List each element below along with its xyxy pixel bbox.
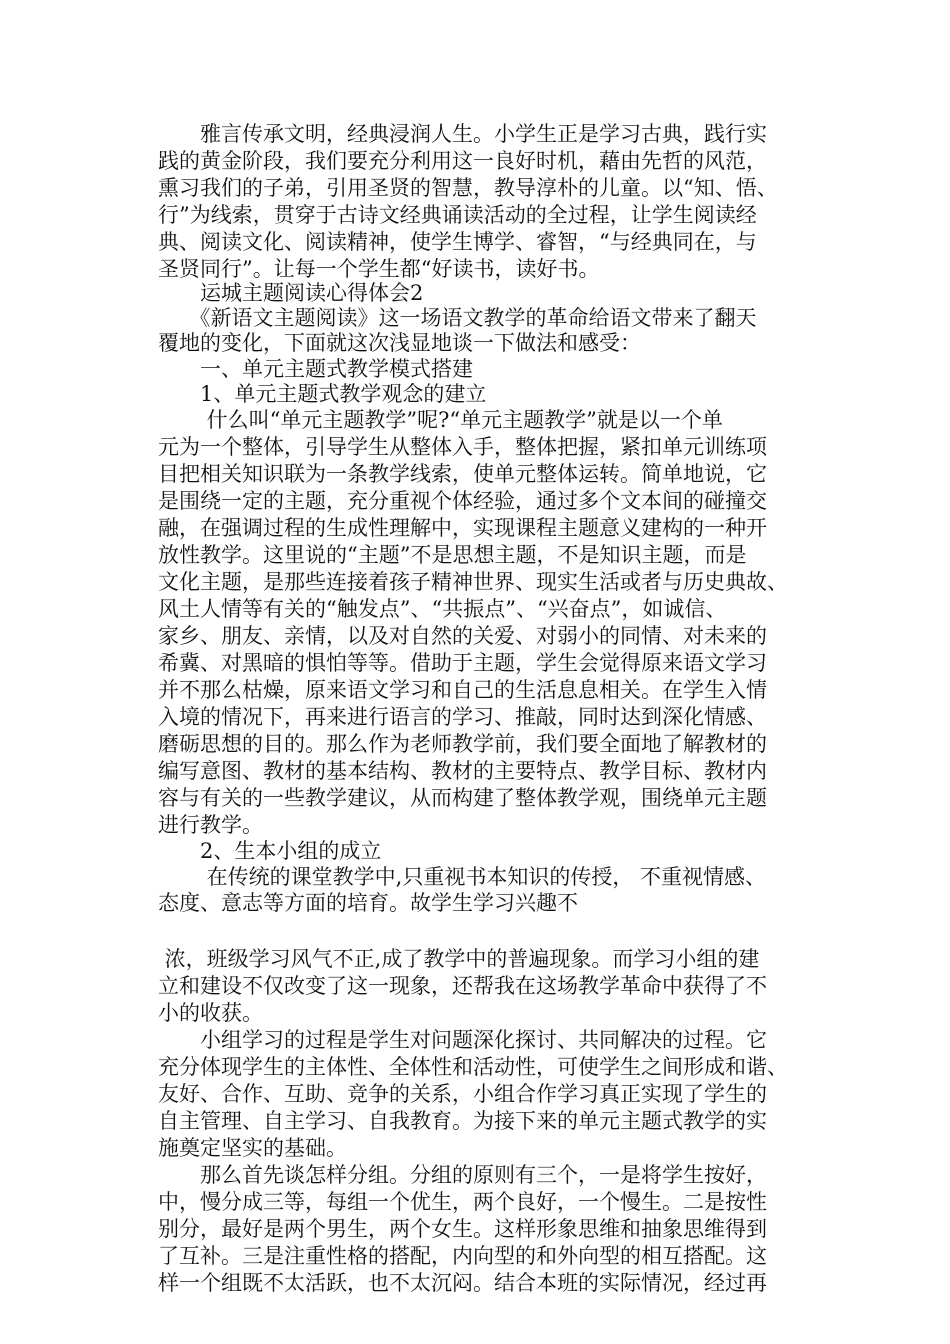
text-line: 样一个组既不太活跃，也不太沉闷。结合本班的实际情况，经过再 <box>158 1271 767 1295</box>
text-line: 熏习我们的子弟，引用圣贤的智慧，教导淳朴的儿童。以“知、悟、 <box>158 176 778 200</box>
text-line: 友好、合作、互助、竞争的关系，小组合作学习真正实现了学生的 <box>158 1082 767 1106</box>
text-line: 容与有关的一些教学建议，从而构建了整体教学观，围绕单元主题 <box>158 786 767 810</box>
section-title: 运城主题阅读心得体会2 <box>158 281 424 305</box>
text-line: 态度、意志等方面的培育。故学生学习兴趣不 <box>158 891 578 915</box>
text-line: 在传统的课堂教学中,只重视书本知识的传授， 不重视情感、 <box>158 865 767 889</box>
heading-1-1: 1、单元主题式教学观念的建立 <box>158 382 487 406</box>
text-line: 进行教学。 <box>158 813 263 837</box>
text-line: 雅言传承文明，经典浸润人生。小学生正是学习古典，践行实 <box>158 122 767 146</box>
text-line: 中，慢分成三等，每组一个优生，两个良好，一个慢生。二是按性 <box>158 1190 767 1214</box>
text-line: 自主管理、自主学习、自我教育。为接下来的单元主题式教学的实 <box>158 1109 767 1133</box>
text-line: 那么首先谈怎样分组。分组的原则有三个，一是将学生按好， <box>158 1163 767 1187</box>
text-line: 行”为线索，贯穿于古诗文经典诵读活动的全过程，让学生阅读经 <box>158 203 757 227</box>
heading-1-2: 2、生本小组的成立 <box>158 839 382 863</box>
text-line: 充分体现学生的主体性、全体性和活动性，可使学生之间形成和谐、 <box>158 1055 788 1079</box>
text-line: 磨砺思想的目的。那么作为老师教学前，我们要全面地了解教材的 <box>158 732 767 756</box>
text-line: 践的黄金阶段，我们要充分利用这一良好时机，藉由先哲的风范， <box>158 149 767 173</box>
text-line: 小组学习的过程是学生对问题深化探讨、共同解决的过程。它 <box>158 1028 767 1052</box>
text-line: 小的收获。 <box>158 1001 263 1025</box>
text-line: 浓，班级学习风气不正,成了教学中的普遍现象。而学习小组的建 <box>158 947 760 971</box>
text-line: 文化主题，是那些连接着孩子精神世界、现实生活或者与历史典故、 <box>158 570 788 594</box>
text-line: 了互补。三是注重性格的搭配，内向型的和外向型的相互搭配。这 <box>158 1244 767 1268</box>
text-line: 元为一个整体，引导学生从整体入手，整体把握，紧扣单元训练项 <box>158 435 767 459</box>
text-line: 覆地的变化，下面就这次浅显地谈一下做法和感受： <box>158 331 641 355</box>
text-line: 什么叫“单元主题教学”呢?“单元主题教学”就是以一个单 <box>158 408 723 432</box>
text-line: 是围绕一定的主题，充分重视个体经验，通过多个文本间的碰撞交 <box>158 489 767 513</box>
text-line: 《新语文主题阅读》这一场语文教学的革命给语文带来了翻天 <box>158 306 757 330</box>
text-line: 立和建设不仅改变了这一现象，还帮我在这场教学革命中获得了不 <box>158 974 767 998</box>
text-line: 并不那么枯燥，原来语文学习和自己的生活息息相关。在学生入情 <box>158 678 767 702</box>
text-line: 家乡、朋友、亲情，以及对自然的关爱、对弱小的同情、对未来的 <box>158 624 767 648</box>
text-line: 典、阅读文化、阅读精神，使学生博学、睿智，“与经典同在，与 <box>158 230 757 254</box>
text-line: 别分，最好是两个男生，两个女生。这样形象思维和抽象思维得到 <box>158 1217 767 1241</box>
text-line: 希冀、对黑暗的惧怕等等。借助于主题，学生会觉得原来语文学习 <box>158 651 767 675</box>
text-line: 放性教学。这里说的“主题”不是思想主题，不是知识主题，而是 <box>158 543 747 567</box>
text-line: 编写意图、教材的基本结构、教材的主要特点、教学目标、教材内 <box>158 759 767 783</box>
heading-1: 一、单元主题式教学模式搭建 <box>158 357 473 381</box>
text-line: 圣贤同行”。让每一个学生都“好读书，读好书。 <box>158 257 600 281</box>
text-line: 风土人情等有关的“触发点”、“共振点”、“兴奋点”，如诚信、 <box>158 597 727 621</box>
text-line: 施奠定坚实的基础。 <box>158 1136 347 1160</box>
text-line: 目把相关知识联为一条教学线索，使单元整体运转。简单地说，它 <box>158 462 767 486</box>
text-line: 融，在强调过程的生成性理解中，实现课程主题意义建构的一种开 <box>158 516 767 540</box>
text-line: 入境的情况下，再来进行语言的学习、推敲，同时达到深化情感、 <box>158 705 767 729</box>
